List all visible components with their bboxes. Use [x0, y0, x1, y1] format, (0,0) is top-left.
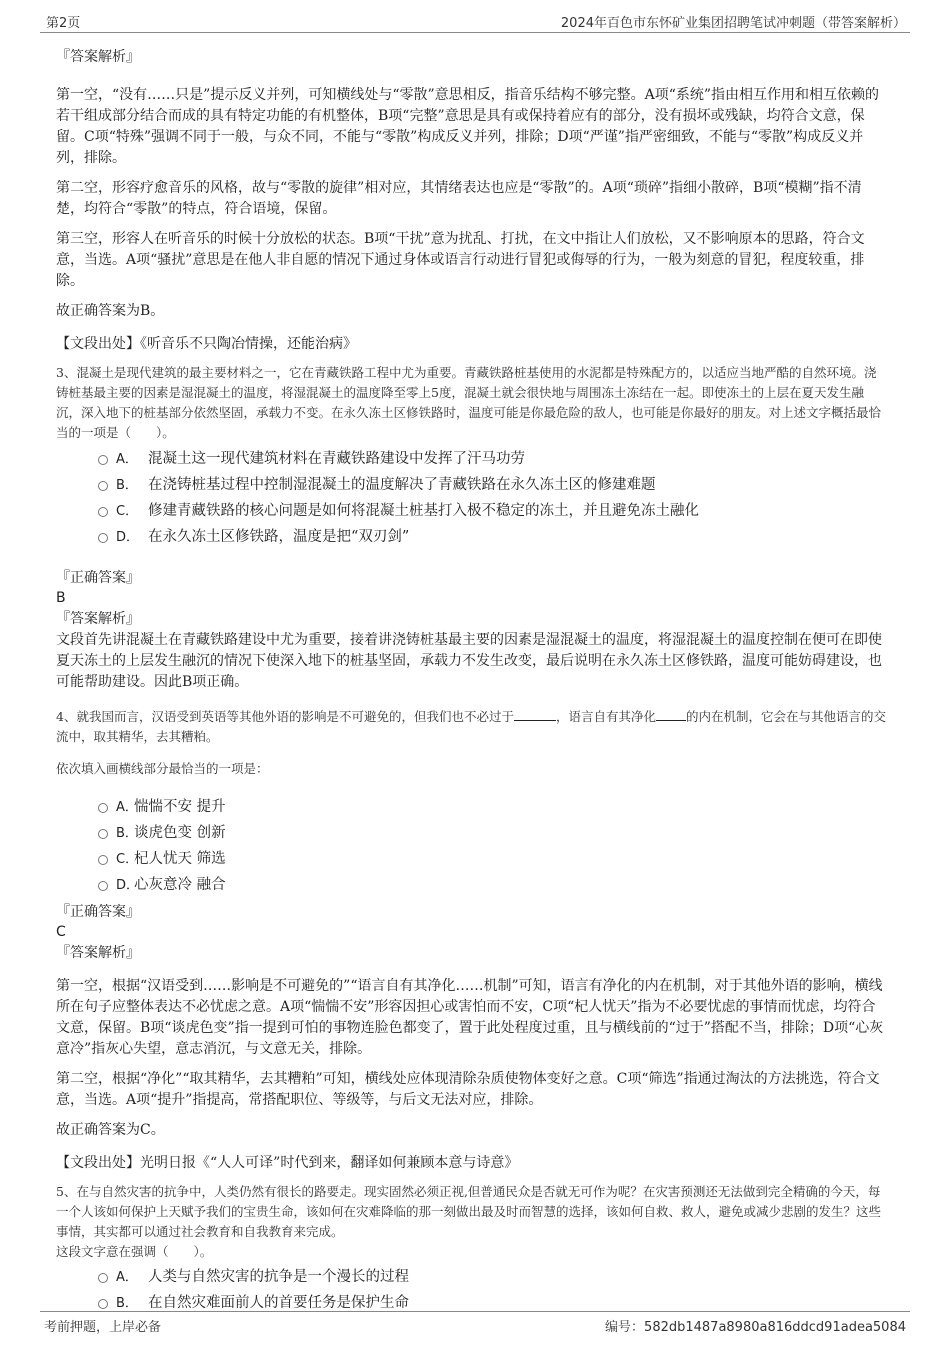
radio-icon[interactable]: [98, 881, 108, 891]
q4-analysis-label: 『答案解析』: [56, 945, 140, 961]
q4-analysis-para2: 第二空，根据“净化”“取其精华，去其糟粕”可知，横线处应体现清除杂质使物体变好之意。C项“筛选”指通过淘汰的方法挑选，符合文意，当选。A项“提升”指提高，常搭配职位、等级等，与后文无法对应，排除。: [56, 1071, 880, 1108]
q5-question: 这段文字意在强调（ ）。: [56, 1244, 213, 1259]
q3-options: [56, 446, 886, 550]
page-footer: [40, 1311, 910, 1336]
radio-icon[interactable]: [98, 855, 108, 865]
q3-option-a[interactable]: A． 混凝土这一现代建筑材料在青藏铁路建设中发挥了汗马功劳: [56, 446, 886, 472]
footer-slogan: 考前押题，上岸必备: [44, 1320, 162, 1335]
q4-option-a[interactable]: A．惴惴不安 提升: [56, 794, 886, 820]
q4-option-c[interactable]: C．杞人忧天 筛选: [56, 846, 886, 872]
q5-option-a[interactable]: A． 人类与自然灾害的抗争是一个漫长的过程: [56, 1264, 886, 1290]
q3-option-d[interactable]: D． 在永久冻土区修铁路，温度是把“双刃剑”: [56, 524, 886, 550]
q4-conclusion: 故正确答案为C。: [56, 1122, 165, 1138]
q4-source: 【文段出处】光明日报《“人人可译”时代到来，翻译如何兼顾本意与诗意》: [56, 1155, 519, 1171]
q2-source: 【文段出处】《听音乐不只陶冶情操，还能治病》: [56, 336, 357, 352]
document-title: 2024年百色市东怀矿业集团招聘笔试冲刺题（带答案解析）: [560, 16, 906, 31]
q2-conclusion: 故正确答案为B。: [56, 303, 165, 319]
radio-icon[interactable]: [98, 481, 108, 491]
q4-analysis-para1: 第一空，根据“汉语受到……影响是不可避免的”“语言自有其净化……机制”可知，语言有净化的内在机制，对于其他外语的影响，横线所在句子应整体表达不必忧虑之意。A项“惴惴不安”形容因担心或害怕而不安，C项“杞人忧天”指为不必要忧虑的事情而忧虑，均符合文意，保留。B项“谈虎色变”指一提到可怕的事物连脸色都变了，置于此处程度过重，且与横线前的“过于”搭配不当，排除；D项“心灰意冷”指灰心失望，意志消沉，与文意无关，排除。: [56, 978, 884, 1057]
q2-analysis-para2: 第二空，形容疗愈音乐的风格，故与“零散的旋律”相对应，其情绪表达也应是“零散”的。A项“琐碎”指细小散碎，B项“模糊”指不清楚，均符合“零散”的特点，符合语境，保留。: [56, 180, 862, 217]
q3-analysis-label: 『答案解析』: [56, 611, 140, 627]
radio-icon[interactable]: [98, 455, 108, 465]
document-body: [56, 40, 886, 1316]
q3-answer: B: [56, 590, 66, 606]
q3-stem: 3、混凝土是现代建筑的最主要材料之一，它在青藏铁路工程中尤为重要。青藏铁路桩基使用的水泥都是特殊配方的，以适应当地严酷的自然环境。浇铸桩基最主要的因素是湿混凝土的温度，将湿混凝土的温度降至零上5度，混凝土就会很快地与周围冻土冻结在一起。即使冻土的上层在夏天发生融沉，深入地下的桩基部分依然坚固，承载力不变。在永久冻土区修铁路时，温度可能是你最危险的敌人，也可能是你最好的朋友。对上述文字概括最恰当的一项是（ ）。: [56, 365, 882, 440]
radio-icon[interactable]: [98, 1273, 108, 1283]
q5-option-b[interactable]: B． 在自然灾难面前人的首要任务是保护生命: [56, 1290, 886, 1316]
q2-analysis-para3: 第三空，形容人在听音乐的时候十分放松的状态。B项“干扰”意为扰乱、打扰，在文中指让人们放松，又不影响原本的思路，符合文意，当选。A项“骚扰”意思是在他人非自愿的情况下通过身体或语言行动进行冒犯或侮辱的行为，一般为刻意的冒犯，程度较重，排除。: [56, 231, 865, 289]
q4-option-d[interactable]: D．心灰意冷 融合: [56, 872, 886, 898]
radio-icon[interactable]: [98, 829, 108, 839]
q3-answer-label: 『正确答案』: [56, 570, 140, 586]
q3-option-b[interactable]: B． 在浇铸桩基过程中控制湿混凝土的温度解决了青藏铁路在永久冻土区的修建难题: [56, 472, 886, 498]
q5-options: [56, 1264, 886, 1316]
q4-answer: C: [56, 924, 66, 940]
page-header: [40, 10, 910, 33]
q4-instruction: 依次填入画横线部分最恰当的一项是：: [56, 761, 269, 776]
radio-icon[interactable]: [98, 1299, 108, 1309]
q2-analysis-para1: 第一空，“没有……只是”提示反义并列，可知横线处与“零散”意思相反，指音乐结构不够完整。A项“系统”指由相互作用和相互依赖的若干组成部分结合而成的具有特定功能的有机整体，B项“完整”意思是具有或保持着应有的部分，没有损坏或残缺，均符合文意，保留。C项“特殊”强调不同于一般，与众不同，不能与“零散”构成反义并列，排除；D项“严谨”指严密细致，不能与“零散”构成反义并列，排除。: [56, 87, 880, 166]
blank-1: [514, 708, 556, 721]
blank-2: [656, 708, 686, 721]
radio-icon[interactable]: [98, 507, 108, 517]
q4-options: [56, 794, 886, 898]
q2-analysis-label: 『答案解析』: [56, 49, 140, 65]
page-number: 第2页: [46, 16, 81, 31]
q3-analysis: 文段首先讲混凝土在青藏铁路建设中尤为重要，接着讲浇铸桩基最主要的因素是湿混凝土的温度，将湿混凝土的温度控制在便可在即使夏天冻土的上层发生融沉的情况下使深入地下的桩基坚固，承载力不发生改变，最后说明在永久冻土区修铁路，温度可能妨碍建设，也可能帮助建设。因此B项正确。: [56, 632, 882, 690]
q5-stem: 5、在与自然灾害的抗争中，人类仍然有很长的路要走。现实固然必须正视,但普通民众是否就无可作为呢？在灾害预测还无法做到完全精确的今天，每一个人该如何保护上天赋予我们的宝贵生命，该如何在灾难降临的那一刻做出最及时而智慧的选择，该如何自救、救人，避免或减少悲剧的发生？这些事情，其实都可以通过社会教育和自我教育来完成。: [56, 1184, 882, 1239]
radio-icon[interactable]: [98, 803, 108, 813]
q4-answer-label: 『正确答案』: [56, 904, 140, 920]
document-id: 编号：582db1487a8980a816ddcd91adea5084: [605, 1320, 906, 1335]
q4-stem: 4、就我国而言，汉语受到英语等其他外语的影响是不可避免的，但我们也不必过于 ，语言自有其净化 的内在机制，它会在与其他语言的交流中，取其精华，去其糟粕。: [56, 709, 886, 744]
q4-option-b[interactable]: B．谈虎色变 创新: [56, 820, 886, 846]
radio-icon[interactable]: [98, 533, 108, 543]
q3-option-c[interactable]: C． 修建青藏铁路的核心问题是如何将混凝土桩基打入极不稳定的冻土，并且避免冻土融化: [56, 498, 886, 524]
